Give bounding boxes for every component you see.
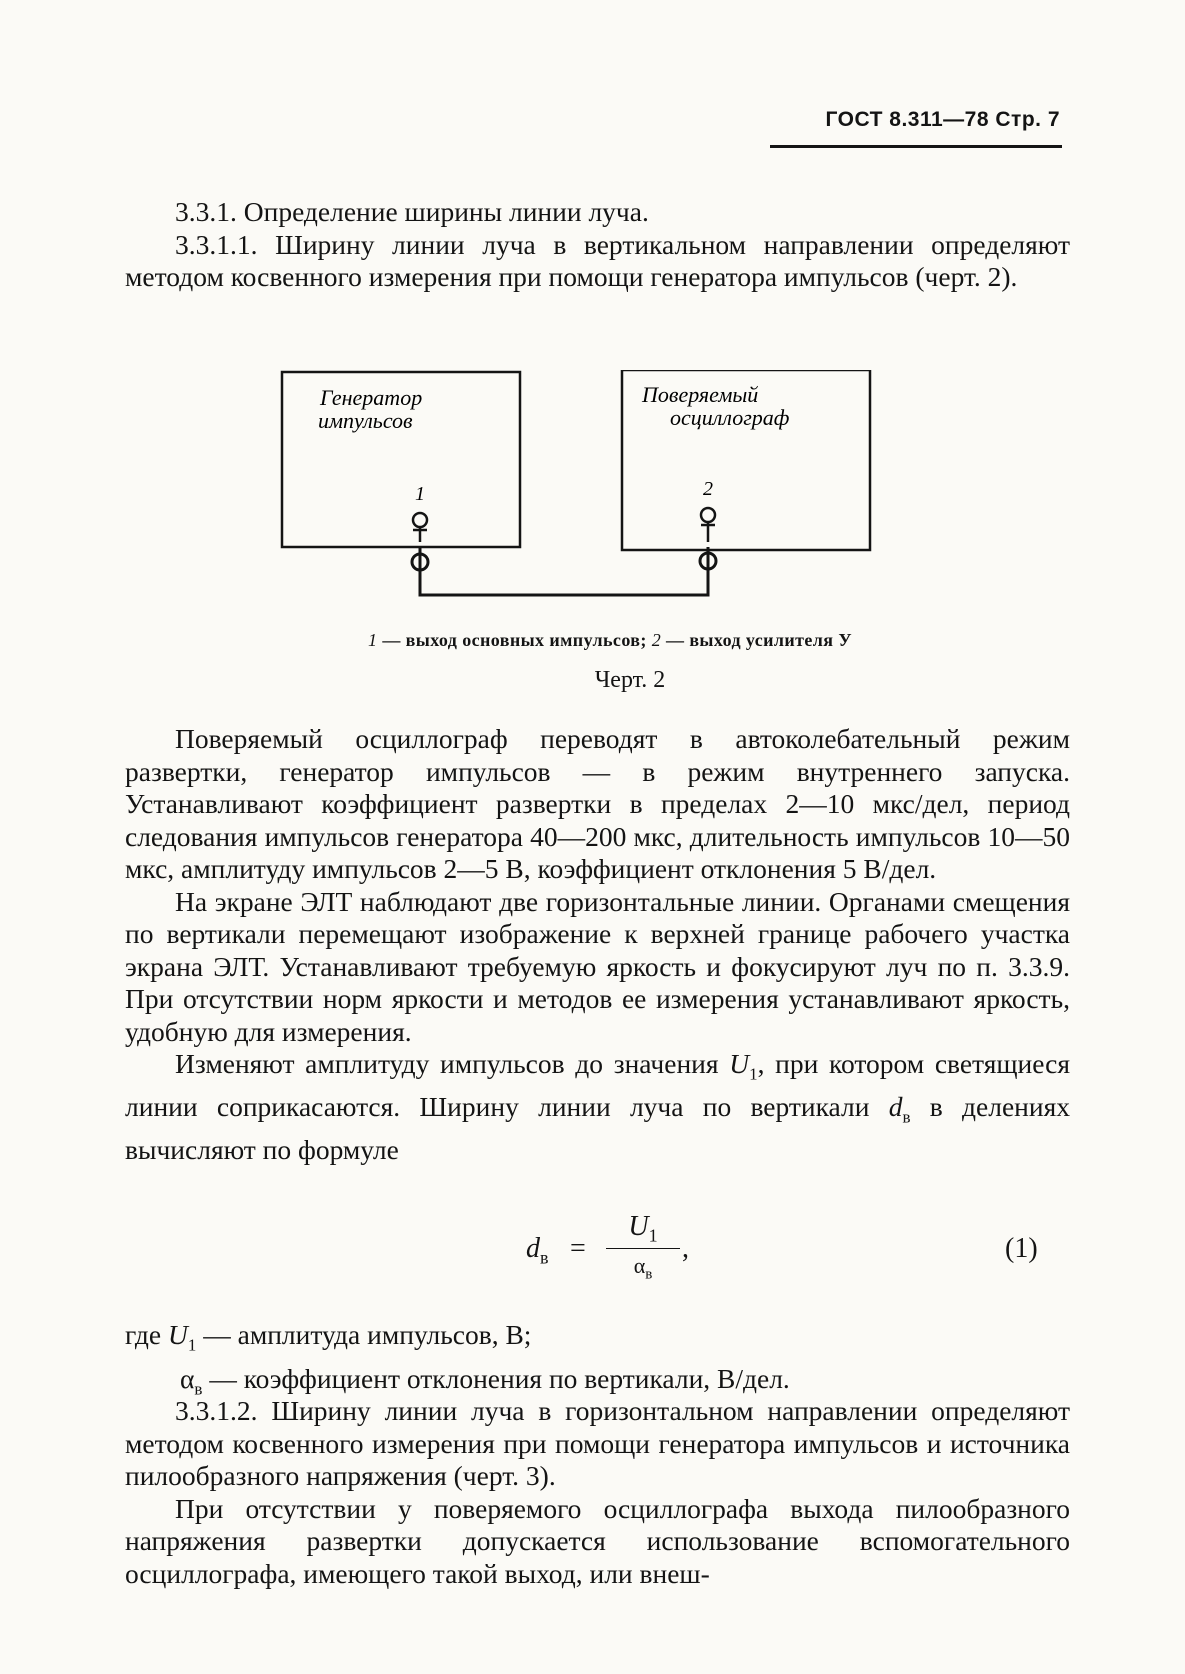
formula-equals: = <box>570 1233 586 1264</box>
paragraph-screen: На экране ЭЛТ наблюдают две горизонтальные линии. Органами смещения по вертикали перемещают изображение к верхней границе рабочего участка экрана ЭЛТ. Устанавливают требуемую яркость и фокусируют луч по п. 3.3.9. При отсутствии норм яркости и методов ее измерения устанавливают яркость, удобную для измерения. <box>125 885 1070 1047</box>
formula-legend <box>125 1318 1070 1405</box>
figure-caption: Черт. 2 <box>594 667 666 693</box>
formula-denominator: $\alpha_в$ <box>633 1253 653 1283</box>
where-line-2: $\alpha_в$ — коэффициент отклонения по вертикали, В/дел. <box>180 1362 790 1398</box>
formula-lhs: $d_в$ <box>526 1233 549 1268</box>
connector-1-socket-icon <box>413 513 427 542</box>
section-3-3-1 <box>125 196 1070 294</box>
paragraph-3-3-1-1: 3.3.1.1. Ширину линии луча в вертикальном направлении определяют методом косвенного измерения при помощи генератора импульсов (черт. 2). <box>125 228 1070 292</box>
where-line-1: где $U_1$ — амплитуда импульсов, В; <box>125 1319 532 1355</box>
figure-legend <box>300 630 920 651</box>
legend-item-2: — выход усилителя <box>666 630 834 650</box>
connector-2-socket-icon <box>701 508 715 542</box>
p3-text-b: , при котором светящиеся линии соприкасаются. Ширину линии луча по вертикали <box>125 1048 1070 1122</box>
p3-subscript-v: в <box>902 1107 911 1127</box>
procedure-text <box>125 723 1070 1167</box>
formula-comma: , <box>682 1233 689 1264</box>
p3-text-c: в делениях вычисляют по формуле <box>125 1091 1071 1165</box>
formula-numerator: $U_1$ <box>628 1211 658 1246</box>
section-3-3-1-2 <box>125 1395 1070 1590</box>
p3-variable-u: U <box>729 1048 750 1079</box>
legend-number-2: 2 <box>651 630 662 650</box>
header-rule <box>770 145 1062 148</box>
generator-label-line1: Генератор <box>320 385 423 410</box>
figure-2-diagram <box>280 370 920 615</box>
generator-label-line2: импульсов <box>318 408 413 433</box>
p3-text-a: Изменяют амплитуду импульсов до значения <box>175 1048 719 1079</box>
port-2-number: 2 <box>703 478 713 500</box>
p3-subscript-1: 1 <box>749 1064 758 1084</box>
oscilloscope-label-line1: Поверяемый <box>642 382 759 407</box>
port-1-number: 1 <box>415 483 425 505</box>
formula-fraction-bar <box>606 1248 680 1249</box>
p3-variable-d: d <box>888 1091 903 1122</box>
formula-1 <box>520 1211 700 1285</box>
legend-item-1: — выход основных импульсов; <box>382 630 647 650</box>
legend-number-1: 1 <box>368 630 378 650</box>
equation-number: (1) <box>1005 1233 1038 1264</box>
section-heading: 3.3.1. Определение ширины линии луча. <box>175 196 649 227</box>
paragraph-3-3-1-2: 3.3.1.2. Ширину линии луча в горизонтальном направлении определяют методом косвенного измерения при помощи генератора импульсов и источника пилообразного напряжения (черт. 3). <box>125 1395 1070 1491</box>
running-header: ГОСТ 8.311—78 Стр. 7 <box>825 108 1060 131</box>
oscilloscope-label-line2: осциллограф <box>670 405 790 430</box>
legend-item-2-symbol: У <box>838 630 852 650</box>
paragraph-setup: Поверяемый осциллограф переводят в автоколебательный режим развертки, генератор импульсов — в режим внутреннего запуска. Устанавливают коэффициент развертки в пределах 2—10 мкс/дел, период следования импульсов генератора 40—200 мкс, длительность импульсов 10—50 мкс, амплитуду импульсов 2—5 В, коэффициент отклонения 5 В/дел. <box>125 723 1070 884</box>
connecting-cable <box>420 569 708 595</box>
paragraph-sawtooth: При отсутствии у поверяемого осциллографа выхода пилообразного напряжения развертки допускается использование вспомогательного осциллографа, имеющего такой выход, или внеш- <box>125 1492 1070 1589</box>
paragraph-amplitude <box>125 1048 1070 1167</box>
